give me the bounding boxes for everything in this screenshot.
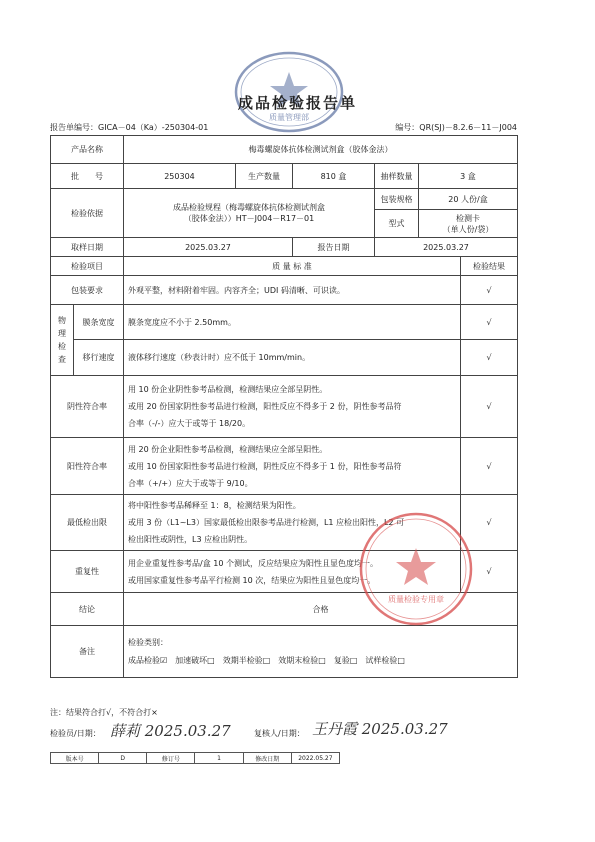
packaging-result: √ <box>461 276 518 305</box>
sample-value: 3 盒 <box>419 164 518 189</box>
negative-standard <box>124 376 461 438</box>
remarks-name: 备注 <box>51 626 124 678</box>
product-name-label: 产品名称 <box>51 136 124 164</box>
reviewer-label: 复核人/日期： <box>254 729 305 738</box>
stamp-red-text: 质量检验专用章 <box>388 595 444 604</box>
inspector-signature: 薛莉 2025.03.27 <box>110 722 231 740</box>
sample-label: 抽样数量 <box>375 164 419 189</box>
negative-name: 阴性符合率 <box>51 376 124 438</box>
strip-width-result: √ <box>461 305 518 340</box>
strip-width-name: 膜条宽度 <box>74 305 124 340</box>
repeatability-name: 重复性 <box>51 551 124 593</box>
spec-value: 20 人份/盒 <box>419 189 518 210</box>
positive-standard <box>124 438 461 495</box>
packaging-name: 包装要求 <box>51 276 124 305</box>
type-value <box>419 210 518 238</box>
strip-width-standard: 膜条宽度应不小于 2.50mm。 <box>124 305 461 340</box>
modify-date-label: 修改日期 <box>243 753 291 764</box>
column-item: 检验项目 <box>51 257 124 276</box>
detection-limit-standard-line-1: 将中阳性参考品稀释至 1：8，检测结果为阳性。 <box>128 501 301 510</box>
repeatability-result: √ <box>461 551 518 593</box>
negative-standard-line-3: 合率（-/-）应大于或等于 18/20。 <box>128 419 251 428</box>
modify-date-value: 2022.05.27 <box>291 753 339 764</box>
detection-limit-result: √ <box>461 495 518 551</box>
positive-name: 阳性符合率 <box>51 438 124 495</box>
reviewer-signature: 王丹霞 2025.03.27 <box>312 720 448 738</box>
negative-result: √ <box>461 376 518 438</box>
packaging-standard: 外观平整，材料附着牢固。内容齐全；UDI 码清晰、可识读。 <box>124 276 461 305</box>
negative-standard-line-2: 或用 20 份国家阴性参考品进行检测，阳性反应不得多于 2 份，阴性参考品符 <box>128 402 402 411</box>
type-label: 型式 <box>375 210 419 238</box>
report-number: 报告单编号：GICA－04（Ka）-250304-01 <box>50 123 209 132</box>
detection-limit-name: 最低检出限 <box>51 495 124 551</box>
page-title: 成品检验报告单 <box>237 94 357 112</box>
column-standard: 质 量 标 准 <box>124 257 461 276</box>
basis-value <box>124 189 375 238</box>
version-label: 版本号 <box>51 753 99 764</box>
version-value: D <box>99 753 147 764</box>
positive-standard-line-1: 用 20 份企业阳性参考品检测，检测结果应全部呈阳性。 <box>128 444 328 454</box>
revision-table <box>50 752 340 764</box>
repeatability-standard-line-2: 或用国家重复性参考品平行检测 10 次，结果应为阳性且显色度均一。 <box>128 575 376 585</box>
detection-limit-standard-line-3: 检出阳性或阴性，L3 应检出阴性。 <box>128 535 253 544</box>
batch-value: 250304 <box>124 164 236 189</box>
conclusion-name: 结论 <box>51 593 124 626</box>
report-date-value: 2025.03.27 <box>375 238 518 257</box>
column-result: 检验结果 <box>461 257 518 276</box>
migration-name: 移行速度 <box>74 340 124 376</box>
migration-result: √ <box>461 340 518 376</box>
physical-check-group: 物 理 检 查 <box>51 305 74 376</box>
positive-result: √ <box>461 438 518 495</box>
conclusion-value: 合格 <box>124 593 518 626</box>
footer-note: 注：结果符合打√，不符合打× <box>50 708 158 717</box>
inspector-label: 检验员/日期： <box>50 729 101 738</box>
basis-value-line-2: （胶体金法））HT－J004－R17－01 <box>183 214 315 223</box>
quantity-value: 810 盒 <box>293 164 375 189</box>
inspection-seal-stamp <box>357 510 475 628</box>
revision-value: 1 <box>195 753 243 764</box>
remarks-line-1: 检验类别： <box>128 637 168 647</box>
product-name-value: 梅毒螺旋体抗体检测试剂盒（胶体金法） <box>124 136 518 164</box>
sampling-date-value: 2025.03.27 <box>124 238 293 257</box>
revision-label: 修订号 <box>147 753 195 764</box>
positive-standard-line-3: 合率（+/+）应大于或等于 9/10。 <box>128 478 253 488</box>
stamp-blue-text: 质量管理部 <box>269 113 309 122</box>
document-number: 编号：QR(SJ)－8.2.6－11－J004 <box>395 123 517 132</box>
basis-label: 检验依据 <box>51 189 124 238</box>
type-value-line-1: 检测卡 <box>456 213 480 223</box>
detection-limit-standard-line-2: 或用 3 份（L1~L3）国家最低检出限参考品进行检测，L1 应检出阳性，L2 可 <box>128 518 405 527</box>
batch-label: 批 号 <box>51 164 124 189</box>
positive-standard-line-2: 或用 10 份国家阳性参考品进行检测，阴性反应不得多于 1 份，阳性参考品符 <box>128 461 402 471</box>
basis-value-line-1: 成品检验规程（梅毒螺旋体抗体检测试剂盒 <box>173 203 325 212</box>
quantity-label: 生产数量 <box>236 164 293 189</box>
inspection-category-options: 成品检验☑ 加速破坏□ 效期半检验□ 效期末检验□ 复验□ 试样检验□ <box>128 655 405 665</box>
repeatability-standard-line-1: 用企业重复性参考品/盒 10 个测试，反应结果应为阳性且显色度均一。 <box>128 558 378 568</box>
spec-label: 包装规格 <box>375 189 419 210</box>
negative-standard-line-1: 用 10 份企业阴性参考品检测，检测结果应全部呈阴性。 <box>128 385 328 394</box>
sampling-date-label: 取样日期 <box>51 238 124 257</box>
type-value-line-2: （单人份/袋） <box>442 224 494 234</box>
remarks-value <box>124 626 518 678</box>
migration-standard: 液体移行速度（秒表计时）应不低于 10mm/min。 <box>124 340 461 376</box>
report-date-label: 报告日期 <box>293 238 375 257</box>
